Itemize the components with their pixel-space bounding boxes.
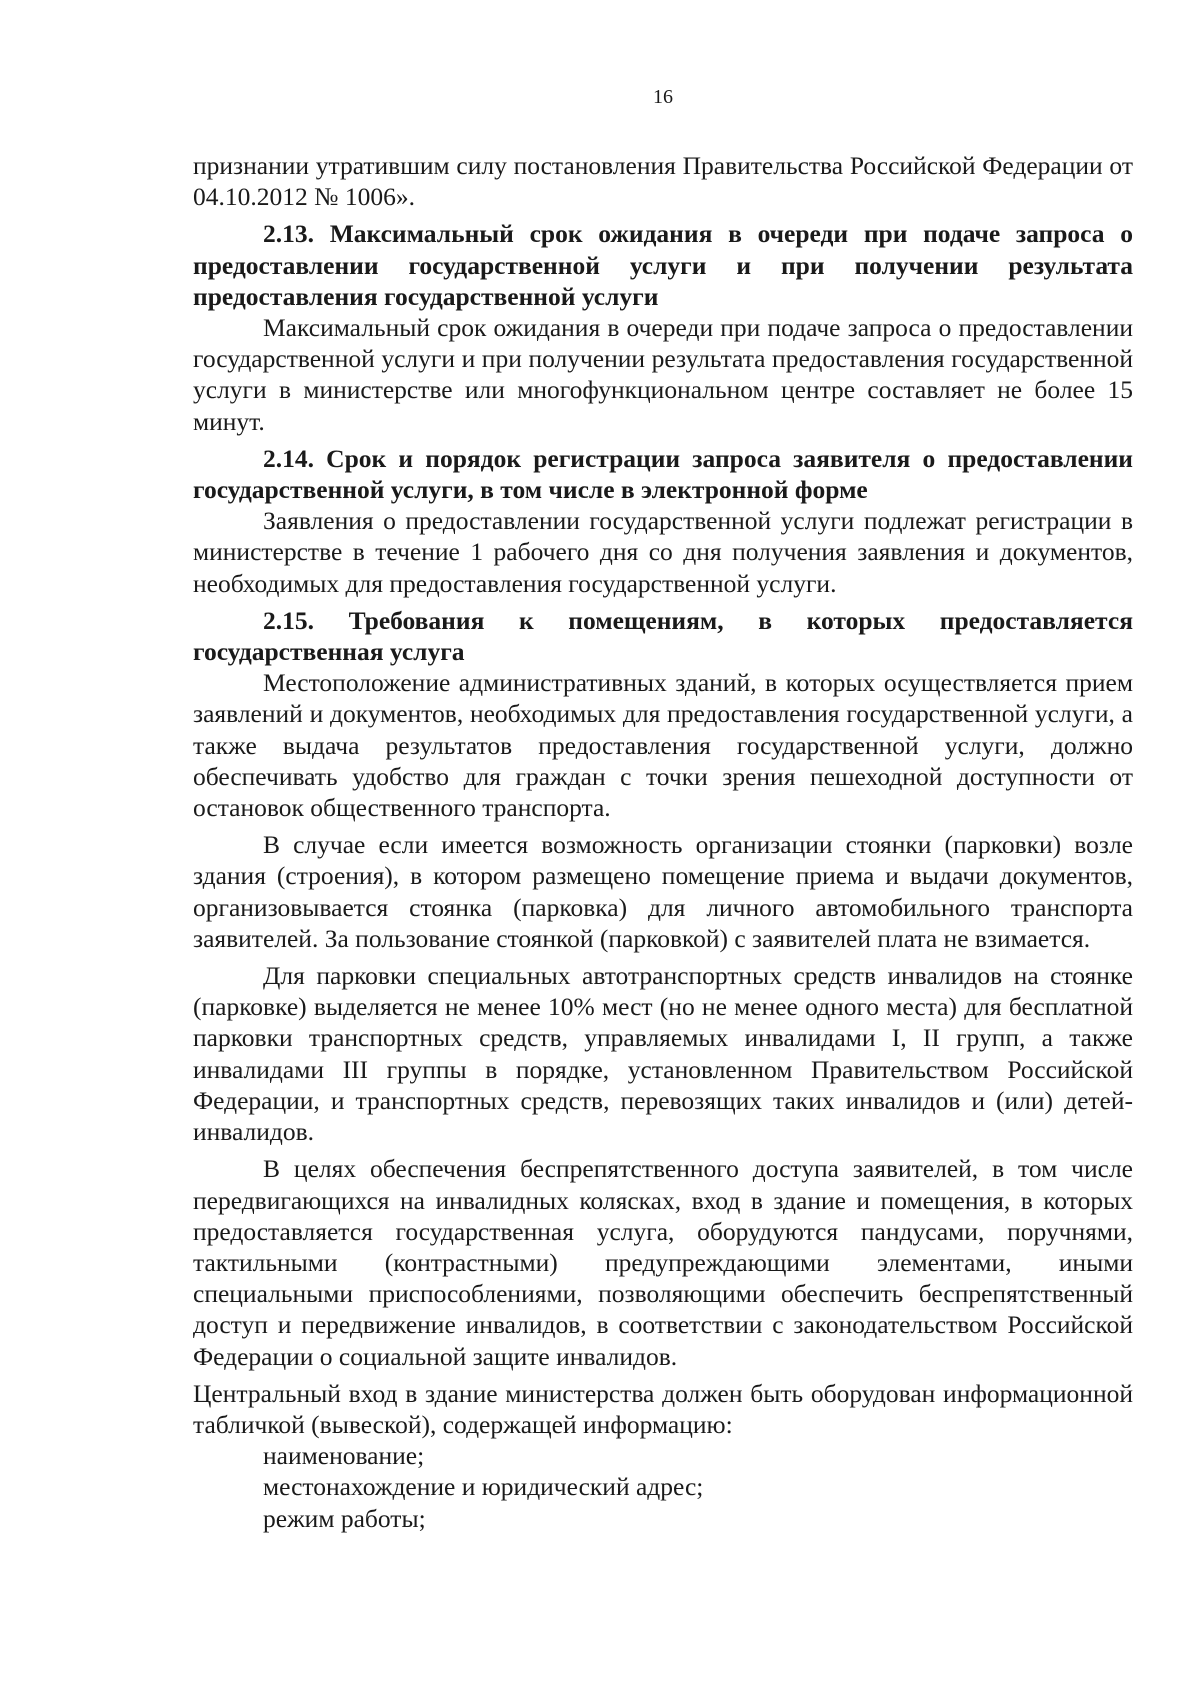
paragraph-intro: признании утратившим силу постановления Правительства Российской Федерации от 04.10.2012 № 1006». [193,151,1133,212]
list-item: местонахождение и юридический адрес; [263,1472,704,1502]
document-page [193,82,1133,1534]
paragraph-2-14: Заявления о предоставлении государственной услуги подлежат регистрации в министерстве в течение 1 рабочего дня со дня получения заявления и документов, необходимых для предоставления государственной услуги. [193,506,1133,598]
list-item: наименование; [263,1441,425,1471]
paragraph-2-15-location: Местоположение административных зданий, в которых осуществляется прием заявлений и документов, необходимых для предоставления государственной услуги, а также выдача результатов предоставления государственной услуги, должно обеспечивать удобство для граждан с точки зрения пешеходной доступности от остановок общественного транспорта. [193,668,1133,823]
section-heading-2-13: 2.13. Максимальный срок ожидания в очереди при подаче запроса о предоставлении государственной услуги и при получении результата предоставления государственной услуги [193,219,1133,311]
paragraph-2-15-disabled-parking: Для парковки специальных автотранспортных средств инвалидов на стоянке (парковке) выделяется не менее 10% мест (но не менее одного места) для бесплатной парковки транспортных средств, управляемых инвалидами I, II групп, а также инвалидами III группы в порядке, установленном Правительством Российской Федерации, и транспортных средств, перевозящих таких инвалидов и (или) детей-инвалидов. [193,961,1133,1147]
section-heading-2-15: 2.15. Требования к помещениям, в которых предоставляется государственная услуга [193,605,1133,667]
section-heading-2-14: 2.14. Срок и порядок регистрации запроса заявителя о предоставлении государственной услуги, в том числе в электронной форме [193,443,1133,505]
list-item: режим работы; [263,1503,426,1533]
paragraph-2-15-entrance-sign: Центральный вход в здание министерства должен быть оборудован информационной табличкой (вывеской), содержащей информацию: [193,1378,1133,1439]
paragraph-2-15-parking: В случае если имеется возможность организации стоянки (парковки) возле здания (строения), в котором размещено помещение приема и выдачи документов, организовывается стоянка (парковка) для личного автомобильного транспорта заявителей. За пользование стоянкой (парковкой) с заявителей плата не взимается. [193,830,1133,953]
paragraph-2-15-accessibility: В целях обеспечения беспрепятственного доступа заявителей, в том числе передвигающихся на инвалидных колясках, вход в здание и помещения, в которых предоставляется государственная услуга, оборудуются пандусами, поручнями, тактильными (контрастными) предупреждающими элементами, иными специальными приспособлениями, позволяющими обеспечить беспрепятственный доступ и передвижение инвалидов, в соответствии с законодательством Российской Федерации о социальной защите инвалидов. [193,1154,1133,1371]
page-number: 16 [653,86,673,108]
paragraph-2-13: Максимальный срок ожидания в очереди при подаче запроса о предоставлении государственной услуги и при получении результата предоставления государственной услуги в министерстве или многофункциональном центре составляет не более 15 минут. [193,313,1133,436]
